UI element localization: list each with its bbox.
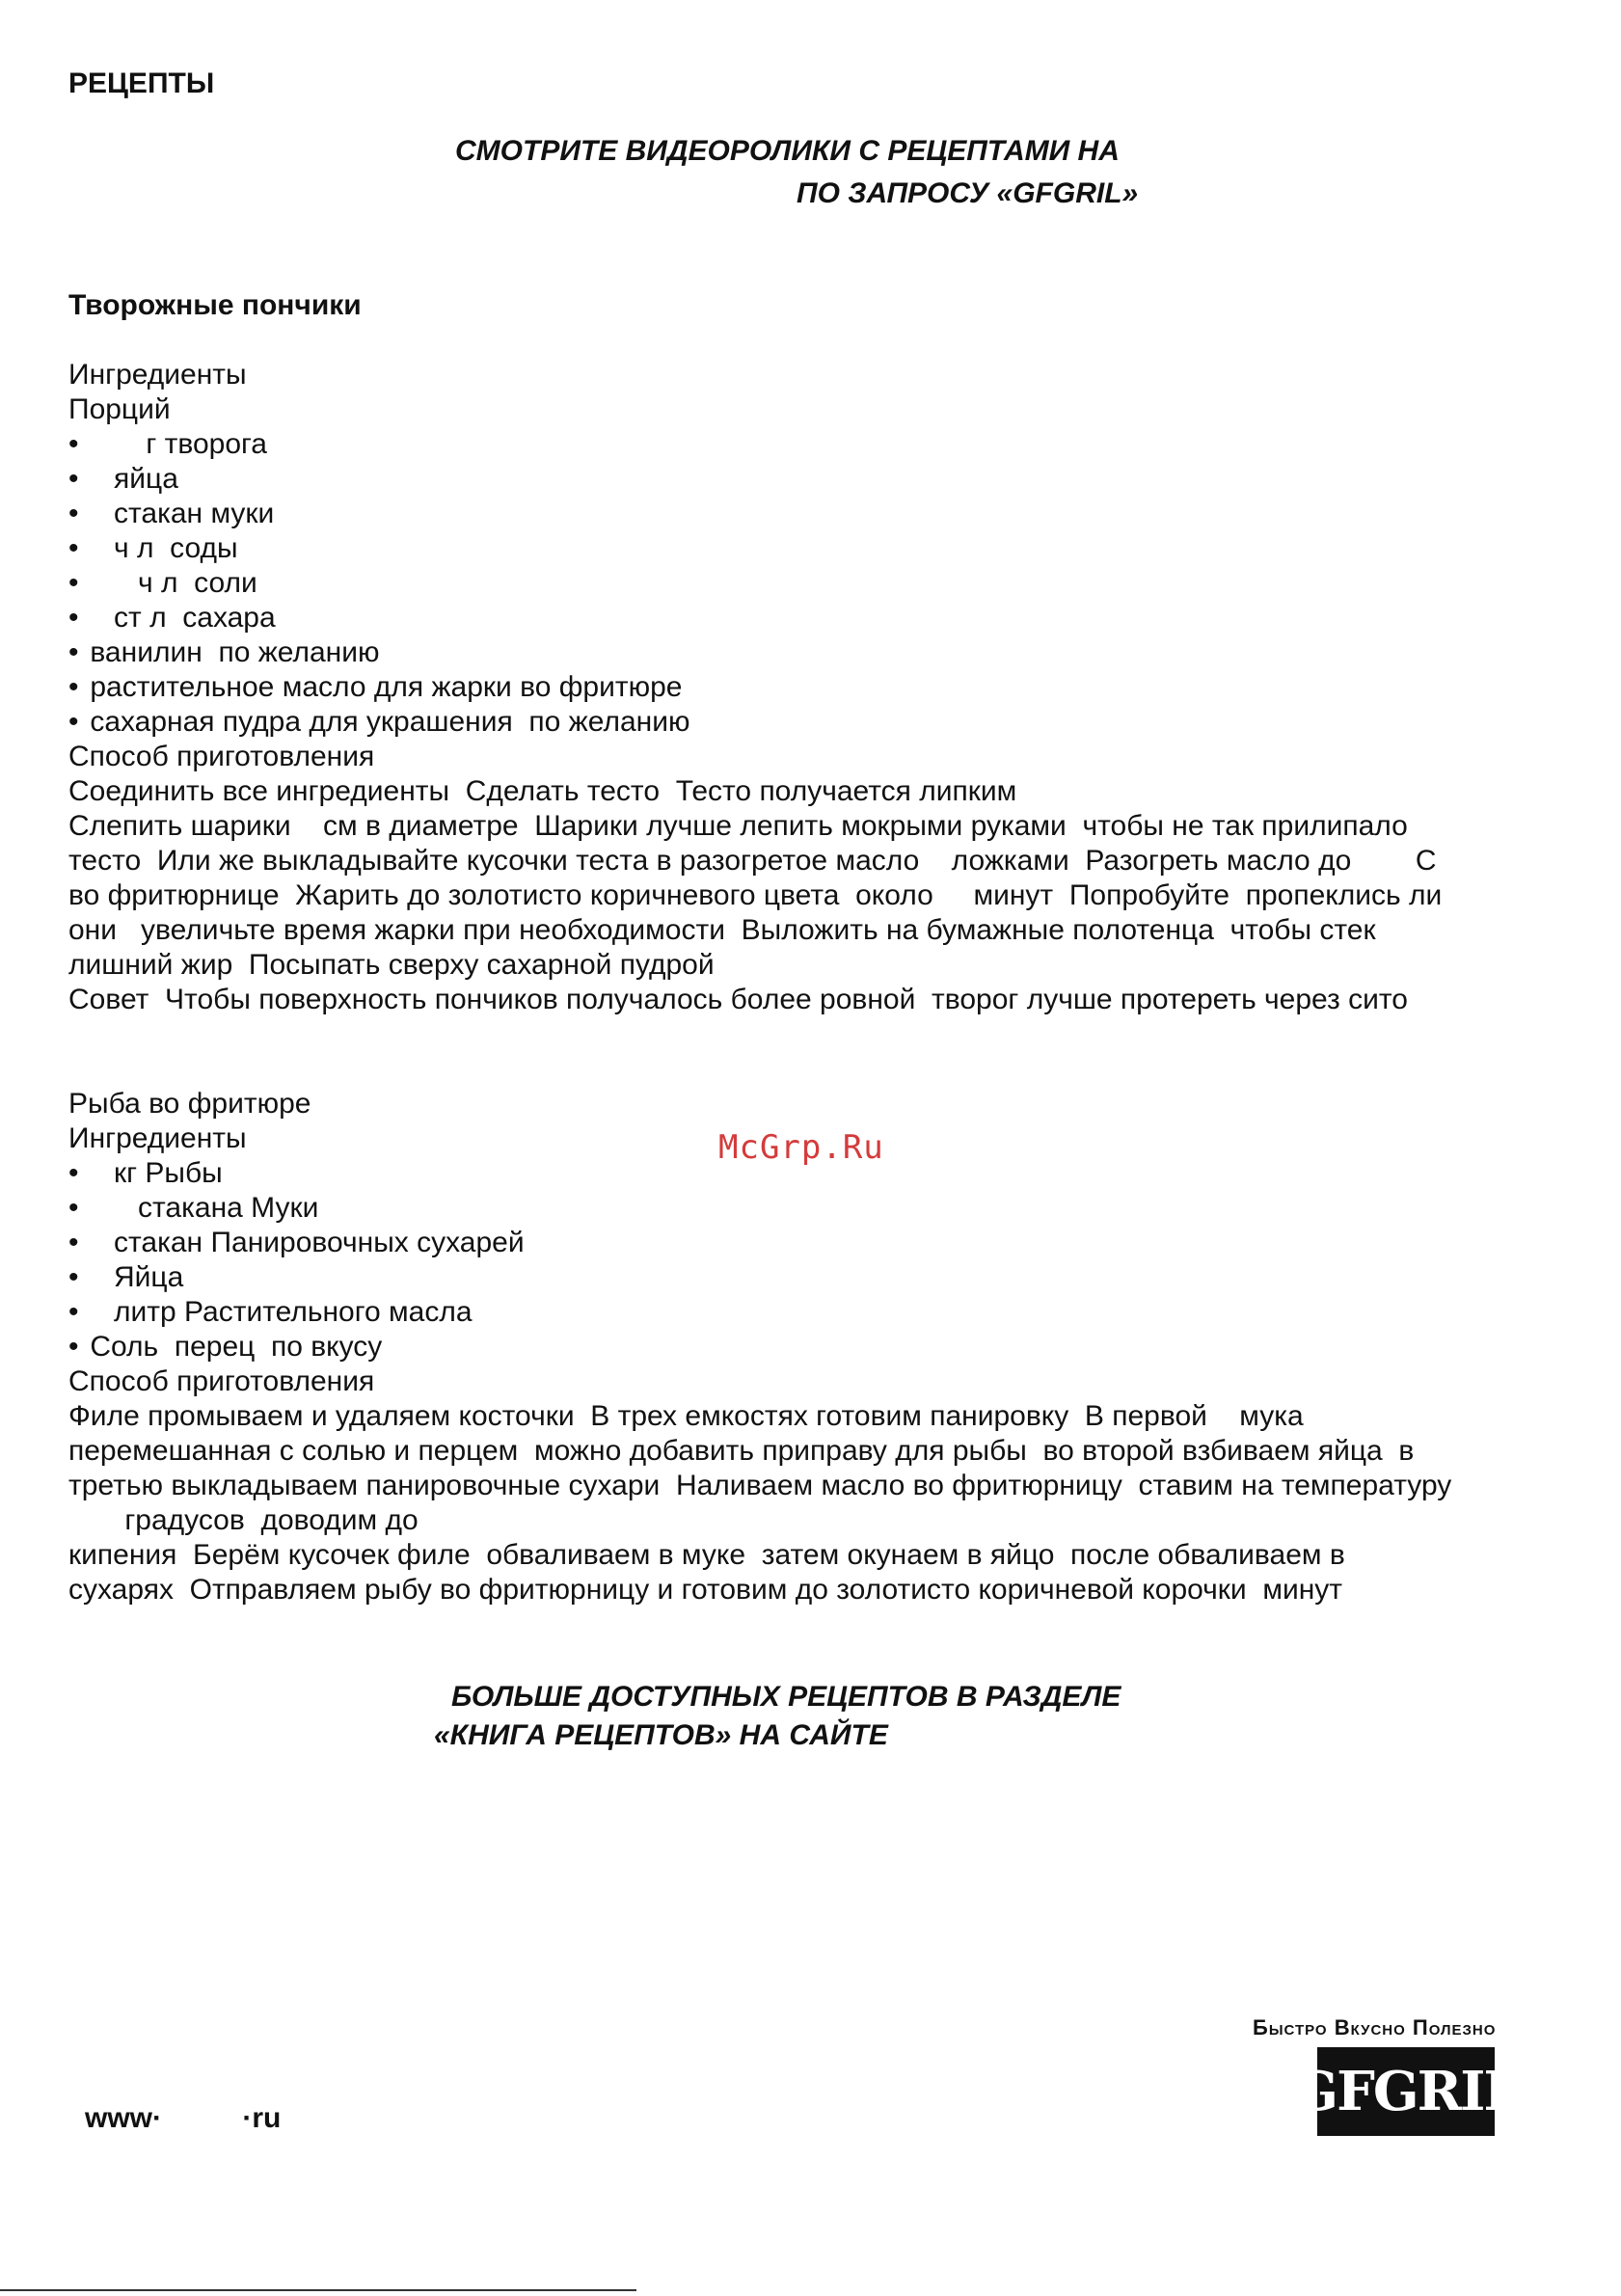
list-item: • кг Рыбы — [68, 1157, 223, 1189]
method-line: Филе промываем и удаляем косточки В трех емкостях готовим панировку В первой мука — [68, 1400, 1304, 1432]
list-item: • ст л сахара — [68, 602, 276, 634]
list-item: • растительное масло для жарки во фритюре — [68, 671, 683, 703]
method-line: лишний жир Посыпать сверху сахарной пудрой — [68, 949, 715, 981]
method-line: перемешанная с солью и перцем можно добавить приправу для рыбы во второй взбиваем яйца в — [68, 1435, 1415, 1467]
list-item: • Яйца — [68, 1261, 184, 1293]
page-title: РЕЦЕПТЫ — [68, 68, 215, 99]
method-line: кипения Берём кусочек филе обваливаем в муке затем окунаем в яйцо после обваливаем в — [68, 1539, 1345, 1571]
method-line: третью выкладываем панировочные сухари Наливаем масло во фритюрницу ставим на температуру — [68, 1470, 1452, 1501]
recipe1-title: Творожные пончики — [68, 289, 362, 321]
list-item: • стакана Муки — [68, 1192, 319, 1224]
method-line: Соединить все ингредиенты Сделать тесто Тесто получается липким — [68, 775, 1017, 807]
more-recipes-line2: «КНИГА РЕЦЕПТОВ» НА САЙТЕ — [434, 1719, 888, 1751]
method-line: градусов доводим до — [68, 1504, 419, 1536]
list-item: • Соль перец по вкусу — [68, 1331, 383, 1363]
watermark: McGrp.Ru — [718, 1128, 884, 1167]
list-item: • литр Растительного масла — [68, 1296, 473, 1328]
method-line: во фритюрнице Жарить до золотисто коричневого цвета около минут Попробуйте пропеклись ли — [68, 879, 1443, 911]
recipe1-ingredients-label: Ингредиенты — [68, 359, 247, 391]
recipe1-method-label: Способ приготовления — [68, 741, 375, 772]
recipe1-method — [68, 774, 1442, 1017]
method-line: они увеличьте время жарки при необходимости Выложить на бумажные полотенца чтобы стек — [68, 914, 1376, 946]
recipe2-method-label: Способ приготовления — [68, 1365, 375, 1397]
list-item: • г творога — [68, 428, 267, 460]
method-line: сухарях Отправляем рыбу во фритюрницу и готовим до золотисто коричневой корочки минут — [68, 1574, 1343, 1606]
more-recipes-line1: БОЛЬШЕ ДОСТУПНЫХ РЕЦЕПТОВ В РАЗДЕЛЕ — [451, 1681, 1121, 1713]
list-item: • яйца — [68, 463, 178, 495]
recipe1-ingredient-list — [68, 427, 689, 740]
list-item: • ванилин по желанию — [68, 636, 380, 668]
recipe2-method — [68, 1399, 1451, 1607]
list-item: • ч л соды — [68, 532, 238, 564]
brand-tagline: Быстро Вкусно Полезно — [1253, 2015, 1497, 2039]
recipe2-ingredient-list — [68, 1156, 525, 1364]
list-item: • ч л соли — [68, 567, 257, 599]
list-item: • стакан Панировочных сухарей — [68, 1227, 525, 1258]
list-item: • стакан муки — [68, 498, 275, 529]
list-item: • сахарная пудра для украшения по желанию — [68, 706, 690, 738]
recipe2-title: Рыба во фритюре — [68, 1088, 311, 1120]
recipe2-ingredients-label: Ингредиенты — [68, 1122, 247, 1154]
method-line: тесто Или же выкладывайте кусочки теста в разогретое масло ложками Разогреть масло до С — [68, 845, 1437, 877]
website-link[interactable]: www· ·ru — [85, 2102, 282, 2134]
video-note-line1: СМОТРИТЕ ВИДЕОРОЛИКИ С РЕЦЕПТАМИ НА — [455, 135, 1120, 167]
bottom-divider — [0, 2289, 636, 2291]
video-note-line2: ПО ЗАПРОСУ «GFGRIL» — [797, 177, 1139, 209]
method-line: Слепить шарики см в диаметре Шарики лучше лепить мокрыми руками чтобы не так прилипало — [68, 810, 1408, 842]
brand-logo: GFGRIL — [1317, 2047, 1495, 2136]
tip-line: Совет Чтобы поверхность пончиков получалось более ровной творог лучше протереть через сито — [68, 984, 1408, 1015]
recipe1-portions-label: Порций — [68, 393, 171, 425]
